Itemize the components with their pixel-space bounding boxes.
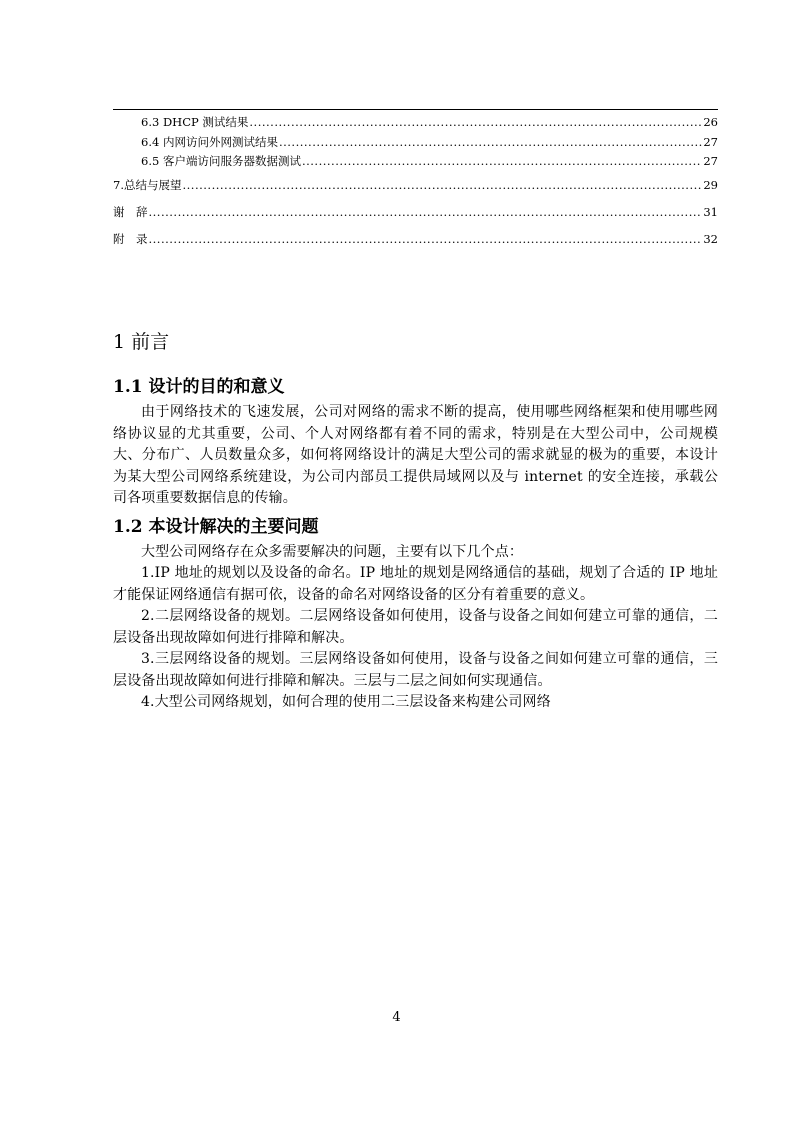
section-title: 1.2 本设计解决的主要问题 <box>113 516 319 537</box>
toc-entry[interactable] <box>113 152 718 172</box>
toc-entry-label: 7.总结与展望 <box>113 177 182 192</box>
toc-entry-label: 附 录 <box>113 231 148 246</box>
toc-entry-page: 31 <box>703 204 718 219</box>
body-paragraph: 大型公司网络存在众多需要解决的问题，主要有以下几个点： <box>141 543 524 560</box>
toc-entry-label: 6.4 内网访问外网测试结果 <box>141 134 278 149</box>
table-of-contents <box>113 113 718 253</box>
main-content <box>113 326 718 714</box>
toc-entry-page: 26 <box>703 115 718 129</box>
body-paragraph: 1.IP 地址的规划以及设备的命名。IP 地址的规划是网络通信的基础，规划了合适的 IP 地址才能保证网络通信有据可依，设备的命名对网络设备的区分有着重要的意义。 <box>113 565 718 603</box>
toc-entry[interactable] <box>113 113 718 133</box>
toc-entry-page: 27 <box>703 134 718 149</box>
page-number: 4 <box>392 1010 401 1025</box>
toc-entry[interactable] <box>113 172 718 199</box>
toc-entry[interactable] <box>113 226 718 253</box>
section-title: 1.1 设计的目的和意义 <box>113 377 285 397</box>
header-rule <box>113 109 718 110</box>
toc-entry-page: 29 <box>703 177 718 192</box>
body-paragraph: 4.大型公司网络规划，如何合理的使用二三层设备来构建公司网络 <box>141 694 551 710</box>
toc-entry-label: 谢 辞 <box>113 204 148 219</box>
toc-entry-label: 6.5 客户端访问服务器数据测试 <box>141 154 301 168</box>
toc-leader-dots <box>149 199 703 226</box>
body-paragraph: 2.二层网络设备的规划。二层网络设备如何使用，设备与设备之间如何建立可靠的通信，二层设备出现故障如何进行排障和解决。 <box>113 608 718 646</box>
toc-entry[interactable] <box>113 199 718 226</box>
chapter-title: 1 前言 <box>113 331 170 353</box>
toc-leader-dots <box>249 113 702 133</box>
toc-entry-label: 6.3 DHCP 测试结果 <box>141 115 249 129</box>
toc-entry-page: 32 <box>703 231 718 246</box>
toc-leader-dots <box>279 133 702 153</box>
body-paragraph: 由于网络技术的飞速发展，公司对网络的需求不断的提高，使用哪些网络框架和使用哪些网络协议显的尤其重要，公司、个人对网络都有着不同的需求，特别是在大型公司中，公司规模大、分布广、人员数量众多，如何将网络设计的满足大型公司的需求就显的极为的重要，本设计为某大型公司网络系统建设，为公司内部员工提供局域网以及与 internet 的安全连接，承载公司各项重要数据信息的传输。 <box>113 404 718 506</box>
toc-entry-page: 27 <box>703 154 718 168</box>
body-paragraph: 3.三层网络设备的规划。三层网络设备如何使用，设备与设备之间如何建立可靠的通信，三层设备出现故障如何进行排障和解决。三层与二层之间如何实现通信。 <box>113 651 718 689</box>
toc-leader-dots <box>302 152 702 172</box>
toc-leader-dots <box>149 226 703 253</box>
toc-entry[interactable] <box>113 133 718 153</box>
toc-leader-dots <box>182 172 702 199</box>
